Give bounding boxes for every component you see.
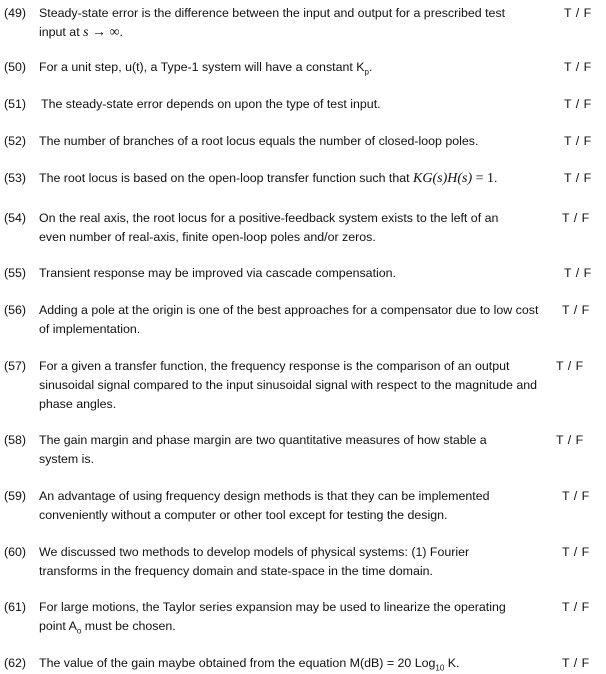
question-text: For a unit step, u(t), a Type-1 system will have a constant $K_p$. bbox=[39, 60, 373, 77]
question-text: The steady-state error depends on upon the type of test input. bbox=[41, 97, 381, 111]
math-expression: KG(s)H(s) bbox=[413, 171, 473, 186]
question-text: Adding a pole at the origin is one of the best approaches for a compensator due to low cost of implementation. bbox=[39, 303, 539, 336]
question-text: An advantage of using frequency design methods is that they can be implemented conveniently without a computer or other tool except for testing the design. bbox=[39, 489, 490, 522]
question-number: (59) bbox=[4, 489, 27, 503]
question-text: Transient response may be improved via cascade compensation. bbox=[39, 266, 396, 280]
true-false-choice[interactable]: T / F bbox=[564, 134, 592, 148]
true-false-choice[interactable]: T / F bbox=[562, 656, 590, 670]
question-text: On the real axis, the root locus for a positive-feedback system exists to the left of an even number of real-axis, finite open-loop poles and/or zeros. bbox=[39, 211, 499, 244]
true-false-choice[interactable]: T / F bbox=[564, 60, 592, 74]
true-false-choice[interactable]: T / F bbox=[556, 433, 584, 447]
question-number: (54) bbox=[4, 211, 27, 225]
question-number: (57) bbox=[4, 359, 27, 373]
question-text: For large motions, the Taylor series expansion may be used to linearize the operating point $A_o$ must be chosen. bbox=[39, 600, 506, 636]
true-false-choice[interactable]: T / F bbox=[556, 359, 584, 373]
question-text: Steady-state error is the difference between the input and output for a prescribed test input at s → ∞. bbox=[39, 6, 506, 40]
question-number: (58) bbox=[4, 433, 27, 447]
true-false-choice[interactable]: T / F bbox=[564, 6, 592, 20]
question-text: The gain margin and phase margin are two quantitative measures of how stable a system is. bbox=[39, 433, 487, 466]
question-number: (60) bbox=[4, 545, 27, 559]
true-false-choice[interactable]: T / F bbox=[564, 266, 592, 280]
question-number: (56) bbox=[4, 303, 27, 317]
math-expression: s → ∞ bbox=[83, 25, 120, 40]
question-text: The root locus is based on the open-loop transfer function such that KG(s)H(s) = 1. bbox=[39, 171, 498, 186]
question-number: (51) bbox=[4, 97, 27, 111]
question-text: The number of branches of a root locus equals the number of closed-loop poles. bbox=[39, 134, 479, 148]
true-false-choice[interactable]: T / F bbox=[564, 171, 592, 185]
question-number: (61) bbox=[4, 600, 27, 614]
question-number: (55) bbox=[4, 266, 27, 280]
true-false-choice[interactable]: T / F bbox=[562, 489, 590, 503]
true-false-choice[interactable]: T / F bbox=[564, 97, 592, 111]
question-text: We discussed two methods to develop models of physical systems: (1) Fourier transforms in the frequency domain and state-space in the time domain. bbox=[39, 545, 470, 578]
question-text: For a given a transfer function, the frequency response is the comparison of an output sinusoidal signal compared to the input sinusoidal signal with respect to the magnitude and phase angles. bbox=[39, 359, 537, 411]
question-number: (53) bbox=[4, 171, 27, 185]
true-false-choice[interactable]: T / F bbox=[562, 600, 590, 614]
question-number: (62) bbox=[4, 656, 27, 670]
question-number: (49) bbox=[4, 6, 27, 20]
true-false-choice[interactable]: T / F bbox=[562, 303, 590, 317]
question-number: (50) bbox=[4, 60, 27, 74]
true-false-choice[interactable]: T / F bbox=[562, 211, 590, 225]
true-false-choice[interactable]: T / F bbox=[562, 545, 590, 559]
question-text: The value of the gain maybe obtained from the equation M(dB) = 20 Log$_{10}$ K. bbox=[39, 656, 460, 673]
question-number: (52) bbox=[4, 134, 27, 148]
